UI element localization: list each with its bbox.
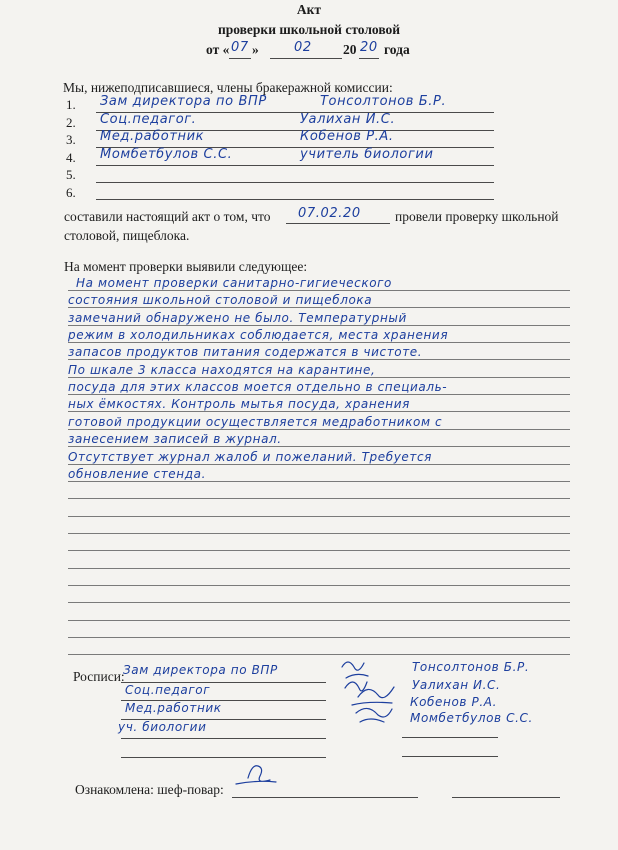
findings-intro: На момент проверки выявили следующее:	[64, 259, 308, 274]
signature-mark-4	[356, 708, 392, 722]
signature-mark-3	[352, 687, 394, 705]
signatory-position: Мед.работник	[125, 701, 222, 715]
signatory-name: Уалихан И.С.	[412, 678, 501, 692]
member-name: Уалихан И.С.	[300, 112, 396, 127]
member-name: Тонсолтонов Б.Р.	[320, 94, 447, 109]
signatory-position: уч. биологии	[118, 720, 207, 734]
statement-part1: составили настоящий акт о том, что	[64, 209, 271, 224]
date-day: 07	[231, 40, 249, 55]
commission-intro: Мы, нижеподписавшиеся, члены бракеражной комиссии:	[63, 80, 393, 95]
findings-line: По шкале 3 класса находятся на карантине,	[68, 363, 376, 377]
date-suffix: года	[384, 42, 410, 57]
member-number: 6.	[66, 185, 76, 200]
findings-line: занесением записей в журнал.	[68, 432, 282, 446]
signature-mark-2	[345, 682, 367, 691]
date-prefix: от «	[206, 42, 230, 57]
member-position: Зам директора по ВПР	[100, 94, 267, 109]
findings-line: обновление стенда.	[68, 467, 206, 481]
member-position: Мед.работник	[100, 129, 205, 144]
member-number: 1.	[66, 97, 76, 112]
acknowledgement-label: Ознакомлена: шеф-повар:	[75, 782, 224, 797]
act-subtitle: проверки школьной столовой	[217, 22, 401, 37]
findings-line: посуда для этих классов моется отдельно в специаль-	[68, 380, 448, 394]
date-year: 20	[360, 40, 378, 55]
findings-line: состояния школьной столовой и пищеблока	[68, 293, 373, 307]
findings-line: готовой продукции осуществляется медработником с	[68, 415, 443, 429]
member-number: 5.	[66, 167, 76, 182]
findings-line: режим в холодильниках соблюдается, места хранения	[68, 328, 449, 342]
member-position: Соц.педагог.	[100, 112, 197, 127]
date-quote-close: »	[252, 42, 259, 57]
findings-line: запасов продуктов питания содержатся в чистоте.	[68, 345, 423, 359]
signatory-position: Соц.педагог	[125, 683, 211, 697]
findings-line: Отсутствует журнал жалоб и пожеланий. Требуется	[68, 450, 432, 464]
member-number: 4.	[66, 150, 76, 165]
act-title: Акт	[296, 2, 322, 17]
findings-line: ных ёмкостях. Контроль мытья посуда, хранения	[68, 397, 410, 411]
signatures-label: Росписи:	[73, 669, 125, 684]
statement-date: 07.02.20	[298, 206, 361, 221]
signatory-name: Момбетбулов С.С.	[410, 711, 533, 725]
member-number: 2.	[66, 115, 76, 130]
date-month: 02	[294, 40, 312, 55]
member-position: Момбетбулов С.С.	[100, 147, 233, 162]
statement-part3: столовой, пищеблока.	[64, 228, 190, 243]
signatory-position: Зам директора по ВПР	[123, 663, 278, 677]
signatory-name: Кобенов Р.А.	[410, 695, 497, 709]
findings-line: замечаний обнаружено не было. Температурный	[68, 311, 407, 325]
statement-part2: провели проверку школьной	[395, 209, 559, 224]
findings-line: На момент проверки санитарно-гигиеческого	[76, 276, 392, 290]
date-year-prefix: 20	[343, 42, 357, 57]
member-number: 3.	[66, 132, 76, 147]
chef-signature	[236, 766, 276, 784]
member-name: Кобенов Р.А.	[300, 129, 394, 144]
signatory-name: Тонсолтонов Б.Р.	[412, 660, 530, 674]
signature-mark-1	[342, 662, 368, 678]
member-name: учитель биологии	[300, 147, 434, 162]
